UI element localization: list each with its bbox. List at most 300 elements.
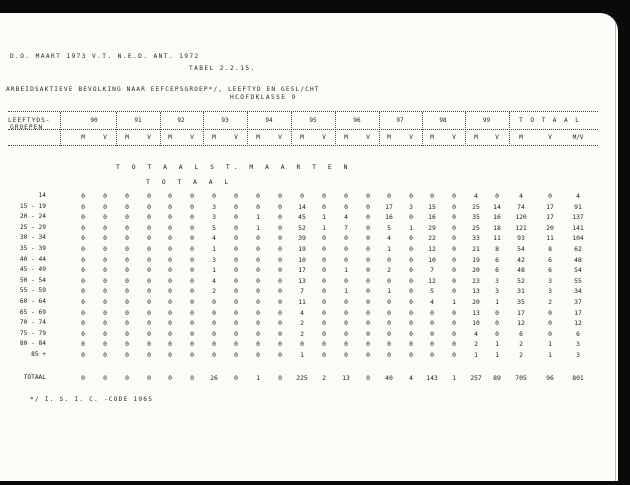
table-cell: 3 xyxy=(495,287,499,296)
table-cell: 0 xyxy=(81,308,85,317)
table-cell: 0 xyxy=(495,319,499,328)
table-cell: 0 xyxy=(278,276,282,285)
column-sex-header: V xyxy=(103,134,107,141)
table-cell: 8 xyxy=(495,245,499,253)
column-sex-header: V xyxy=(234,134,238,141)
table-cell: 0 xyxy=(168,276,172,285)
table-cell: 0 xyxy=(366,255,370,264)
table-cell: 0 xyxy=(256,234,260,243)
table-cell: 0 xyxy=(452,287,456,296)
table-cell: 0 xyxy=(147,287,151,296)
column-group-header: 96 xyxy=(353,117,361,124)
table-cell: 2 xyxy=(300,319,304,328)
table-cell: 0 xyxy=(103,245,107,253)
column-group-header: 97 xyxy=(396,117,404,124)
table-cell: 1 xyxy=(256,223,260,232)
table-cell: 0 xyxy=(344,202,348,211)
table-cell: 0 xyxy=(387,276,391,285)
table-cell: 0 xyxy=(452,351,456,359)
table-cell: 0 xyxy=(234,213,238,222)
table-cell: 3 xyxy=(409,202,413,211)
row-label: 50 - 54 xyxy=(19,276,46,284)
table-cell: 0 xyxy=(322,308,326,317)
table-cell: 0 xyxy=(81,329,85,338)
table-cell: 0 xyxy=(452,245,456,253)
table-cell: 19 xyxy=(298,245,306,253)
table-cell: 257 xyxy=(470,373,482,382)
table-cell: 6 xyxy=(548,266,552,275)
table-cell: 0 xyxy=(81,192,85,200)
table-cell: 3 xyxy=(212,255,216,264)
table-cell: 0 xyxy=(409,329,413,338)
table-cell: 0 xyxy=(234,245,238,253)
column-group-header: 92 xyxy=(177,117,185,124)
table-cell: 1 xyxy=(474,351,478,359)
table-cell: 0 xyxy=(278,351,282,359)
column-sex-header: M xyxy=(125,134,129,141)
table-cell: 0 xyxy=(147,319,151,328)
table-cell: 11 xyxy=(493,234,501,243)
table-cell: 0 xyxy=(300,340,304,349)
table-cell: 5 xyxy=(212,223,216,232)
table-cell: 0 xyxy=(168,202,172,211)
table-cell: 0 xyxy=(344,245,348,253)
table-cell: 0 xyxy=(81,266,85,275)
table-cell: 0 xyxy=(125,266,129,275)
table-cell: 1 xyxy=(344,287,348,296)
table-cell: 1 xyxy=(495,351,499,359)
table-cell: 104 xyxy=(572,234,584,243)
table-cell: 15 xyxy=(428,202,436,211)
table-cell: 0 xyxy=(234,340,238,349)
row-label: 75 - 79 xyxy=(19,329,46,337)
table-cell: 0 xyxy=(452,276,456,285)
table-cell: 4 xyxy=(474,192,478,200)
table-cell: 29 xyxy=(428,223,436,232)
table-cell: 23 xyxy=(472,276,480,285)
table-cell: 1 xyxy=(452,373,456,382)
row-header-line1: LEEFTYDS- xyxy=(8,117,51,124)
column-separator xyxy=(509,112,510,146)
table-cell: 4 xyxy=(409,373,413,382)
document-page xyxy=(0,13,618,481)
table-cell: 0 xyxy=(125,245,129,253)
table-cell: 0 xyxy=(147,255,151,264)
table-cell: 96 xyxy=(546,373,554,382)
table-cell: 6 xyxy=(495,255,499,264)
table-cell: 0 xyxy=(147,329,151,338)
table-cell: 17 xyxy=(385,202,393,211)
table-cell: 0 xyxy=(168,340,172,349)
table-cell: 0 xyxy=(147,223,151,232)
table-cell: 1 xyxy=(452,298,456,306)
table-cell: 0 xyxy=(278,298,282,306)
table-cell: 0 xyxy=(103,234,107,243)
table-cell: 0 xyxy=(147,213,151,222)
row-label: TOTAAL xyxy=(23,373,46,381)
table-cell: 0 xyxy=(409,234,413,243)
table-cell: 12 xyxy=(428,276,436,285)
table-cell: 31 xyxy=(517,287,525,296)
row-label: 15 - 19 xyxy=(19,202,46,210)
table-cell: 0 xyxy=(387,255,391,264)
table-cell: 0 xyxy=(125,192,129,200)
table-cell: 0 xyxy=(190,245,194,253)
table-cell: 0 xyxy=(234,266,238,275)
table-cell: 0 xyxy=(125,213,129,222)
table-cell: 0 xyxy=(409,351,413,359)
table-cell: 0 xyxy=(366,223,370,232)
table-subtitle: HCOFDKLASSE 9 xyxy=(230,94,297,101)
table-cell: 0 xyxy=(190,192,194,200)
column-sex-header: M xyxy=(430,134,434,141)
table-cell: 54 xyxy=(574,266,582,275)
column-sex-header: V xyxy=(366,134,370,141)
table-cell: 0 xyxy=(103,298,107,306)
column-sex-header: M xyxy=(474,134,478,141)
table-cell: 0 xyxy=(81,234,85,243)
table-cell: 0 xyxy=(322,287,326,296)
column-separator xyxy=(60,112,61,146)
table-cell: 0 xyxy=(409,192,413,200)
table-cell: 25 xyxy=(472,202,480,211)
table-cell: 0 xyxy=(322,192,326,200)
table-cell: 0 xyxy=(256,329,260,338)
table-cell: 141 xyxy=(572,223,584,232)
table-cell: 0 xyxy=(430,192,434,200)
table-cell: 0 xyxy=(366,234,370,243)
column-sex-header: M/V xyxy=(572,134,584,141)
table-cell: 0 xyxy=(256,319,260,328)
table-cell: 0 xyxy=(81,340,85,349)
table-cell: 0 xyxy=(103,319,107,328)
table-cell: 0 xyxy=(322,245,326,253)
table-cell: 120 xyxy=(515,213,527,222)
table-cell: 0 xyxy=(322,266,326,275)
table-cell: 20 xyxy=(472,298,480,306)
table-cell: 3 xyxy=(495,276,499,285)
table-cell: 0 xyxy=(256,276,260,285)
table-cell: 17 xyxy=(574,308,582,317)
table-cell: 0 xyxy=(234,351,238,359)
table-cell: 0 xyxy=(278,255,282,264)
table-cell: 0 xyxy=(495,329,499,338)
table-cell: 0 xyxy=(234,255,238,264)
table-cell: 0 xyxy=(322,319,326,328)
table-cell: 0 xyxy=(344,319,348,328)
table-cell: 0 xyxy=(103,202,107,211)
table-cell: 0 xyxy=(190,276,194,285)
table-cell: 0 xyxy=(256,351,260,359)
table-cell: 0 xyxy=(322,298,326,306)
table-cell: 16 xyxy=(428,213,436,222)
table-cell: 0 xyxy=(344,276,348,285)
table-cell: 0 xyxy=(125,340,129,349)
table-cell: 54 xyxy=(517,245,525,253)
table-cell: 1 xyxy=(344,266,348,275)
table-cell: 0 xyxy=(256,202,260,211)
table-cell: 39 xyxy=(298,234,306,243)
column-sex-header: M xyxy=(300,134,304,141)
table-cell: 0 xyxy=(81,202,85,211)
table-cell: 0 xyxy=(409,266,413,275)
table-cell: 0 xyxy=(278,329,282,338)
table-cell: 18 xyxy=(493,223,501,232)
table-cell: 0 xyxy=(452,192,456,200)
row-label: 55 - 59 xyxy=(19,287,46,295)
table-cell: 0 xyxy=(190,202,194,211)
column-sex-header: M xyxy=(81,134,85,141)
table-cell: 0 xyxy=(190,373,194,382)
table-cell: 16 xyxy=(493,213,501,222)
table-cell: 3 xyxy=(212,202,216,211)
document-reference: D.O. MAART 1973 V.T. N.E.D. ANT. 1972 xyxy=(10,53,200,60)
table-cell: 0 xyxy=(278,202,282,211)
table-cell: 0 xyxy=(81,373,85,382)
table-cell: 0 xyxy=(147,266,151,275)
table-cell: 1 xyxy=(495,298,499,306)
table-cell: 0 xyxy=(234,308,238,317)
column-group-header: 94 xyxy=(265,117,273,124)
table-cell: 1 xyxy=(212,266,216,275)
table-cell: 93 xyxy=(517,234,525,243)
row-label: 45 - 49 xyxy=(19,266,46,274)
table-cell: 6 xyxy=(519,329,523,338)
table-cell: 34 xyxy=(574,287,582,296)
table-cell: 0 xyxy=(300,192,304,200)
row-label: 20 - 24 xyxy=(19,213,46,221)
table-cell: 0 xyxy=(234,276,238,285)
table-cell: 0 xyxy=(190,319,194,328)
table-cell: 0 xyxy=(234,234,238,243)
row-label: 35 - 39 xyxy=(19,245,46,252)
column-sex-header: V xyxy=(452,134,456,141)
column-sex-header: V xyxy=(495,134,499,141)
table-cell: 0 xyxy=(256,287,260,296)
table-cell: 10 xyxy=(472,319,480,328)
table-cell: 0 xyxy=(168,329,172,338)
table-cell: 22 xyxy=(428,234,436,243)
table-cell: 0 xyxy=(452,255,456,264)
table-cell: 0 xyxy=(147,192,151,200)
table-cell: 4 xyxy=(344,213,348,222)
table-cell: 0 xyxy=(147,202,151,211)
table-cell: 0 xyxy=(344,340,348,349)
table-cell: 0 xyxy=(103,266,107,275)
table-cell: 0 xyxy=(278,234,282,243)
table-cell: 0 xyxy=(103,223,107,232)
table-cell: 7 xyxy=(430,266,434,275)
table-cell: 0 xyxy=(409,287,413,296)
table-cell: 121 xyxy=(515,223,527,232)
table-cell: 801 xyxy=(572,373,584,382)
table-cell: 0 xyxy=(212,351,216,359)
table-cell: 2 xyxy=(519,351,523,359)
table-cell: 1 xyxy=(256,373,260,382)
table-cell: 0 xyxy=(278,287,282,296)
column-group-header: 99 xyxy=(482,117,491,124)
table-cell: 6 xyxy=(548,255,552,264)
table-cell: 3 xyxy=(548,276,552,285)
table-cell: 0 xyxy=(234,329,238,338)
table-cell: 0 xyxy=(168,234,172,243)
table-cell: 0 xyxy=(430,308,434,317)
column-sex-header: V xyxy=(278,134,282,141)
table-cell: 3 xyxy=(548,287,552,296)
table-cell: 17 xyxy=(298,266,306,275)
table-cell: 0 xyxy=(81,223,85,232)
table-cell: 33 xyxy=(472,234,480,243)
table-cell: 2 xyxy=(387,266,391,275)
table-cell: 35 xyxy=(517,298,525,306)
column-group-header: T O T A A L xyxy=(519,117,581,124)
table-cell: 0 xyxy=(256,266,260,275)
table-cell: 0 xyxy=(387,319,391,328)
table-cell: 0 xyxy=(190,287,194,296)
table-cell: 1 xyxy=(300,351,304,359)
table-cell: 10 xyxy=(298,255,306,264)
table-cell: 0 xyxy=(168,373,172,382)
table-cell: 225 xyxy=(296,373,308,382)
table-cell: 0 xyxy=(278,223,282,232)
table-cell: 0 xyxy=(103,373,107,382)
footnote: */ I. S. I. C. -CODE 1965 xyxy=(30,396,154,403)
table-cell: 1 xyxy=(409,223,413,232)
table-cell: 0 xyxy=(212,308,216,317)
table-cell: 0 xyxy=(212,329,216,338)
table-cell: 2 xyxy=(212,287,216,296)
table-cell: 0 xyxy=(81,298,85,306)
table-cell: 19 xyxy=(472,255,480,264)
table-cell: 20 xyxy=(472,266,480,275)
table-cell: 5 xyxy=(387,223,391,232)
table-cell: 0 xyxy=(103,192,107,200)
table-cell: 6 xyxy=(576,329,580,338)
table-cell: 0 xyxy=(168,351,172,359)
table-cell: 55 xyxy=(574,276,582,285)
table-cell: 0 xyxy=(430,351,434,359)
table-cell: 0 xyxy=(103,255,107,264)
table-cell: 0 xyxy=(344,255,348,264)
table-cell: 52 xyxy=(517,276,525,285)
table-cell: 12 xyxy=(428,245,436,253)
table-cell: 42 xyxy=(517,255,525,264)
table-cell: 0 xyxy=(322,351,326,359)
table-cell: 2 xyxy=(548,298,552,306)
table-cell: 0 xyxy=(366,287,370,296)
table-cell: 13 xyxy=(472,287,480,296)
table-cell: 0 xyxy=(125,255,129,264)
table-cell: 7 xyxy=(344,223,348,232)
table-cell: 0 xyxy=(147,373,151,382)
table-cell: 0 xyxy=(81,287,85,296)
table-cell: 0 xyxy=(344,308,348,317)
table-cell: 1 xyxy=(548,340,552,349)
table-cell: 12 xyxy=(574,319,582,328)
column-sex-header: V xyxy=(548,134,552,141)
table-cell: 16 xyxy=(385,213,393,222)
table-cell: 2 xyxy=(322,373,326,382)
table-cell: 0 xyxy=(430,329,434,338)
table-cell: 0 xyxy=(344,192,348,200)
table-cell: 0 xyxy=(190,255,194,264)
table-cell: 8 xyxy=(548,245,552,253)
table-cell: 0 xyxy=(366,351,370,359)
table-cell: 0 xyxy=(409,298,413,306)
table-cell: 0 xyxy=(278,213,282,222)
table-cell: 17 xyxy=(517,308,525,317)
column-group-header: 91 xyxy=(134,117,142,124)
table-cell: 0 xyxy=(548,192,552,200)
table-cell: 0 xyxy=(322,340,326,349)
table-cell: 7 xyxy=(300,287,304,296)
table-cell: 11 xyxy=(546,234,554,243)
table-cell: 0 xyxy=(387,308,391,317)
table-cell: 0 xyxy=(278,340,282,349)
table-cell: 0 xyxy=(190,308,194,317)
table-cell: 0 xyxy=(256,255,260,264)
table-cell: 143 xyxy=(426,373,438,382)
table-cell: 0 xyxy=(366,202,370,211)
table-cell: 0 xyxy=(147,351,151,359)
table-cell: 0 xyxy=(125,319,129,328)
table-cell: 26 xyxy=(210,373,218,382)
row-label: 65 - 69 xyxy=(19,308,46,316)
table-cell: 0 xyxy=(278,266,282,275)
table-cell: 14 xyxy=(298,202,306,211)
table-cell: 0 xyxy=(409,308,413,317)
table-cell: 0 xyxy=(147,276,151,285)
column-sex-header: M xyxy=(256,134,260,141)
table-cell: 2 xyxy=(300,329,304,338)
table-cell: 0 xyxy=(452,234,456,243)
table-cell: 0 xyxy=(452,308,456,317)
table-cell: 11 xyxy=(298,298,306,306)
table-cell: 0 xyxy=(103,351,107,359)
table-cell: 0 xyxy=(125,276,129,285)
table-cell: 0 xyxy=(366,298,370,306)
table-cell: 0 xyxy=(234,287,238,296)
table-cell: 0 xyxy=(430,340,434,349)
table-cell: 0 xyxy=(147,340,151,349)
table-cell: 0 xyxy=(81,213,85,222)
table-cell: 4 xyxy=(519,192,523,200)
column-group-header: 95 xyxy=(309,117,317,124)
table-cell: 0 xyxy=(256,308,260,317)
table-cell: 0 xyxy=(81,351,85,359)
table-cell: 40 xyxy=(385,373,393,382)
table-cell: 0 xyxy=(103,213,107,222)
table-cell: 0 xyxy=(322,329,326,338)
table-cell: 0 xyxy=(234,373,238,382)
table-cell: 0 xyxy=(103,308,107,317)
table-cell: 0 xyxy=(190,234,194,243)
table-cell: 0 xyxy=(366,308,370,317)
table-cell: 0 xyxy=(387,340,391,349)
table-cell: 0 xyxy=(147,234,151,243)
table-cell: 0 xyxy=(125,373,129,382)
table-cell: 0 xyxy=(147,308,151,317)
table-cell: 0 xyxy=(344,351,348,359)
table-cell: 0 xyxy=(168,192,172,200)
table-cell: 3 xyxy=(212,213,216,222)
column-sex-header: M xyxy=(212,134,216,141)
table-cell: 0 xyxy=(190,351,194,359)
table-cell: 3 xyxy=(576,351,580,359)
table-cell: 0 xyxy=(212,192,216,200)
table-cell: 0 xyxy=(190,266,194,275)
table-cell: 0 xyxy=(168,266,172,275)
